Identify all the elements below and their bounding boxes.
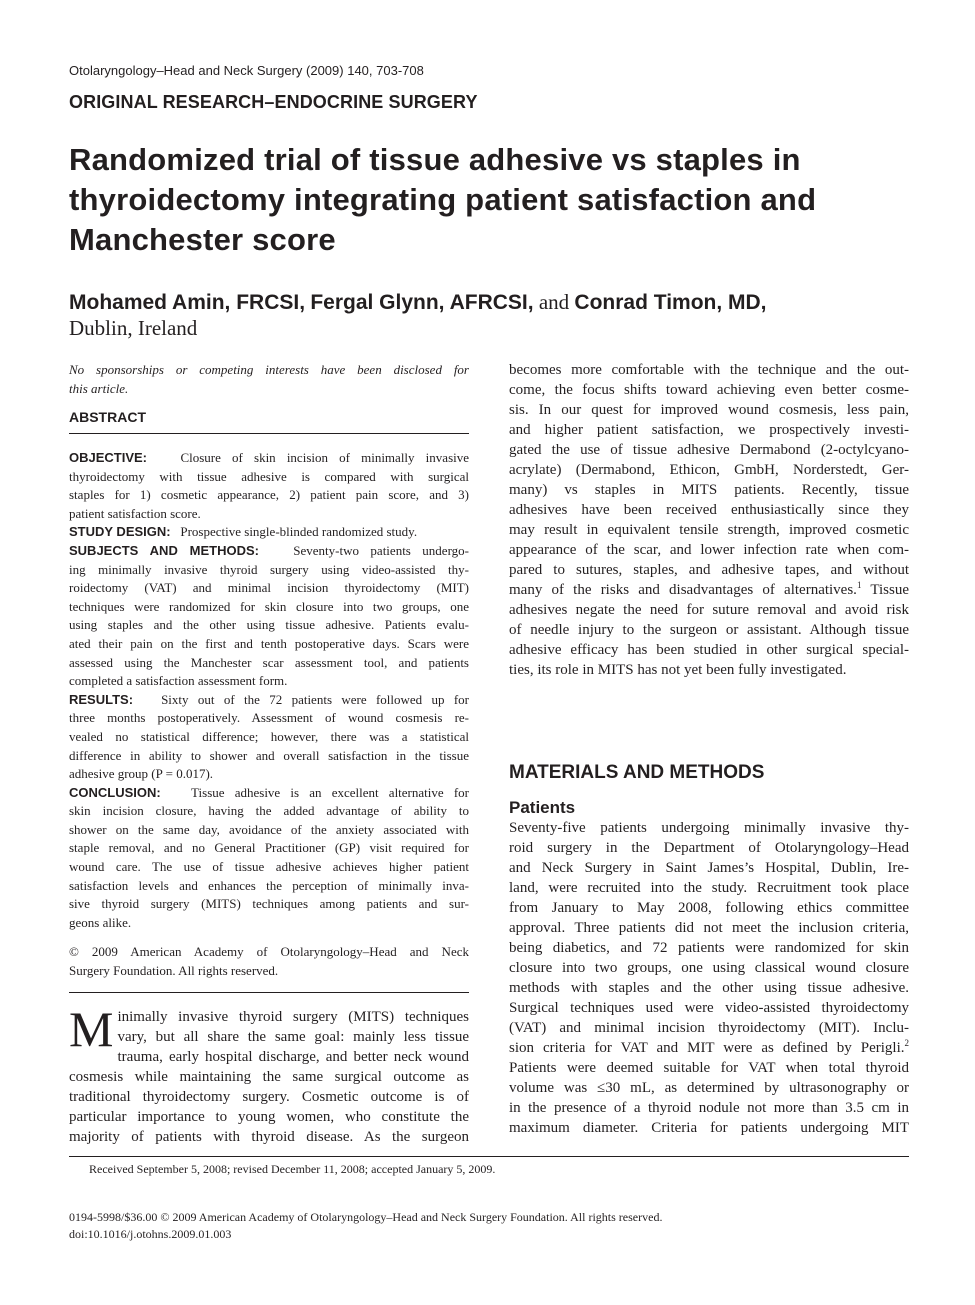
body-line: come, the focus shifts toward achieving even better cosme- [509, 382, 909, 398]
left-column [69, 360, 469, 1147]
note-line: this article. [69, 381, 129, 396]
copyright-line: © 2009 American Academy of Otolaryngology–Head and Neck [69, 944, 469, 960]
intro-line: vary, but all share the same goal: mainly less tissue [117, 1029, 469, 1046]
intro-line: particular importance to young women, who constitute the [69, 1109, 469, 1126]
abstract-line: Closure of skin incision of minimally invasive [180, 450, 470, 465]
sponsorship-note [69, 360, 469, 398]
body-line: methods with staples and the other using tissue adhesive. [509, 980, 909, 996]
abstract-heading: ABSTRACT [69, 409, 469, 434]
note-line: No sponsorships or competing interests have been disclosed for [69, 362, 469, 377]
abstract-line: Seventy-two patients undergo- [293, 542, 469, 558]
reference-1[interactable]: 1 [856, 580, 862, 590]
body-line: gated the use of tissue adhesive Dermabond (2-octylcyano- [509, 442, 909, 458]
body-line: adhesives have been received enthusiastically since they [509, 502, 909, 518]
body-line: Surgical techniques used were video-assisted thyroidectomy [509, 1000, 909, 1016]
patients-heading: Patients [509, 798, 576, 817]
body-line: adhesives negate the need for suture removal and avoid risk [509, 602, 909, 618]
body-line [509, 1038, 909, 1058]
abstract-line: ing minimally invasive thyroid surgery using video-assisted thy- [69, 561, 469, 577]
abstract-line: shower on the same day, avoidance of the anxiety associated with [69, 821, 469, 837]
body-line: of needle injury to the surgeon or assistant. Although tissue [509, 622, 909, 638]
intro-line: traditional thyroidectomy surgery. Cosmetic outcome is of [69, 1089, 469, 1106]
abstract-line: Prospective single-blinded randomized study. [180, 524, 418, 540]
body-line: land, were recruited into the study. Recruitment took place [509, 880, 909, 896]
footnote-divider [69, 1156, 909, 1157]
abstract-line: adhesive group (P = 0.017). [69, 766, 214, 782]
body-line: (VAT) and minimal incision thyroidectomy (MIT). Inclu- [509, 1020, 909, 1036]
body-line: adhesive efficacy has been studied in other surgical special- [509, 642, 909, 658]
body-line: may result in equivalent tensile strength, improved cosmetic [509, 522, 909, 538]
body-line: being diabetics, and 72 patients were randomized for skin [509, 940, 909, 956]
body-line: approval. Three patients did not meet the inclusion criteria, [509, 920, 909, 936]
affiliation: Dublin, Ireland [69, 316, 198, 340]
author-list [69, 288, 767, 317]
body-line [509, 580, 909, 600]
author-2: Fergal Glynn, AFRCSI, [310, 291, 534, 314]
intro-line: majority of patients with thyroid disease. As the surgeon [69, 1129, 469, 1146]
body-line: sis. In our quest for improved wound cosmesis, less pain, [509, 402, 909, 418]
copyright-line: Surgery Foundation. All rights reserved. [69, 963, 279, 979]
patients-paragraph [509, 818, 909, 1138]
abstract-line: Sixty out of the 72 patients were followed up for [161, 691, 469, 707]
abstract-line: assessed using the Manchester scar assessment tool, and patients [69, 654, 469, 670]
abstract-line: completed a satisfaction assessment form. [69, 673, 288, 689]
body-line: many) vs staples in MITS patients. Recently, tissue [509, 482, 909, 498]
abstract-objective [69, 449, 469, 523]
abstract-line: difference in ability to shower and overall satisfaction in the tissue [69, 747, 469, 763]
drop-cap: M [69, 1001, 114, 1058]
body-line: becomes more comfortable with the technique and the out- [509, 362, 909, 378]
author-conjunction: and [538, 290, 570, 314]
abstract-line: wound care. The use of tissue adhesive achieves higher patient [69, 859, 469, 875]
results-label: RESULTS: [69, 691, 134, 707]
methods-heading: MATERIALS AND METHODS [509, 762, 765, 783]
methods-label: SUBJECTS AND METHODS: [69, 542, 259, 558]
reference-2[interactable]: 2 [904, 1038, 909, 1048]
body-line: Seventy-five patients undergoing minimally invasive thy- [509, 820, 909, 836]
body-line: volume was ≤30 mL, as determined by ultrasonography or [509, 1080, 909, 1096]
abstract-design [69, 523, 469, 542]
body-line: ties, its role in MITS has not yet been fully investigated. [509, 662, 847, 678]
abstract-results [69, 691, 469, 784]
abstract-line: techniques were randomized for skin closure into two groups, one [69, 598, 469, 614]
doi-link[interactable]: doi:10.1016/j.otohns.2009.01.003 [69, 1227, 232, 1241]
author-3: Conrad Timon, MD, [574, 291, 767, 314]
issn-copyright: 0194-5998/$36.00 © 2009 American Academy of Otolaryngology–Head and Neck Surgery Foundation. All rights reserved. [69, 1210, 663, 1224]
body-line: pared to sutures, staples, and adhesive tapes, and without [509, 562, 909, 578]
body-line: and higher patient satisfaction, we prospectively investi- [509, 422, 909, 438]
abstract-line: satisfaction levels and enhances the perception of minimally inva- [69, 877, 469, 893]
article-title: Randomized trial of tissue adhesive vs staples in thyroidectomy integrating patient satisfaction and Manchester score [69, 142, 817, 257]
body-line: acrylate) (Dermabond, Ethicon, GmbH, Norderstedt, Ger- [509, 462, 909, 478]
body-line: from January to May 2008, following ethics committee [509, 900, 909, 916]
abstract-methods [69, 542, 469, 691]
abstract-line: ated their pain on the first and tenth postoperative days. Scars were [69, 635, 469, 651]
intro-line: trauma, early hospital discharge, and better neck wound [117, 1049, 469, 1066]
abstract-conclusion [69, 784, 469, 933]
body-line: Patients were deemed suitable for VAT when total thyroid [509, 1060, 909, 1076]
abstract-copyright [69, 942, 469, 993]
author-1: Mohamed Amin, FRCSI, [69, 291, 306, 314]
abstract-line: staple removal, and no General Practitioner (GP) visit required for [69, 840, 469, 856]
abstract-line: sive thyroid surgery (MITS) techniques among patients and sur- [69, 896, 469, 912]
received-dates: Received September 5, 2008; revised December 11, 2008; accepted January 5, 2009. [89, 1162, 496, 1176]
body-line: in the presence of a thyroid nodule not more than 3.5 cm in [509, 1100, 909, 1116]
section-label: ORIGINAL RESEARCH–ENDOCRINE SURGERY [69, 92, 478, 112]
intro-paragraph [69, 1001, 469, 1147]
abstract-line: using staples and the other using tissue adhesive. Patients evalu- [69, 617, 469, 633]
abstract-line: geons alike. [69, 914, 132, 930]
journal-citation: Otolaryngology–Head and Neck Surgery (2009) 140, 703-708 [69, 63, 424, 78]
design-label: STUDY DESIGN: [69, 524, 171, 540]
intro-line: inimally invasive thyroid surgery (MITS) techniques [117, 1009, 469, 1026]
intro-continued [509, 360, 909, 680]
abstract-line: three months postoperatively. Assessment of wound cosmesis re- [69, 710, 469, 726]
abstract-line: vealed no statistical difference; however, there was a statistical [69, 728, 469, 744]
abstract-line: skin incision closure, having the added advantage of ability to [69, 803, 469, 819]
body-line: closure into two groups, one using classical wound closure [509, 960, 909, 976]
abstract-line: thyroidectomy with tissue adhesive is compared with surgical [69, 468, 469, 484]
conclusion-label: CONCLUSION: [69, 784, 161, 800]
intro-line: cosmesis while maintaining the same surgical outcome as [69, 1069, 469, 1086]
objective-label: OBJECTIVE: [69, 450, 148, 465]
ref-text: sion criteria for VAT and MIT were as defined by Perigli. [509, 1040, 905, 1056]
body-line: and Neck Surgery in Saint James’s Hospital, Dublin, Ire- [509, 860, 909, 876]
ref-text: Tissue [861, 582, 909, 598]
abstract-line: staples for 1) cosmetic appearance, 2) patient pain score, and 3) [69, 487, 469, 503]
abstract-line: Tissue adhesive is an excellent alternative for [191, 784, 469, 800]
abstract-line: roidectomy (VAT) and minimal incision thyroidectomy (MIT) [69, 580, 469, 596]
abstract-line: patient satisfaction score. [69, 505, 201, 521]
right-column [509, 360, 909, 1138]
body-line: appearance of the scar, and lower infection rate when com- [509, 542, 909, 558]
ref-text: many of the risks and disadvantages of alternatives. [509, 582, 857, 598]
body-line: maximum diameter. Criteria for patients undergoing MIT [509, 1120, 909, 1136]
body-line: roid surgery in the Department of Otolaryngology–Head [509, 840, 909, 856]
